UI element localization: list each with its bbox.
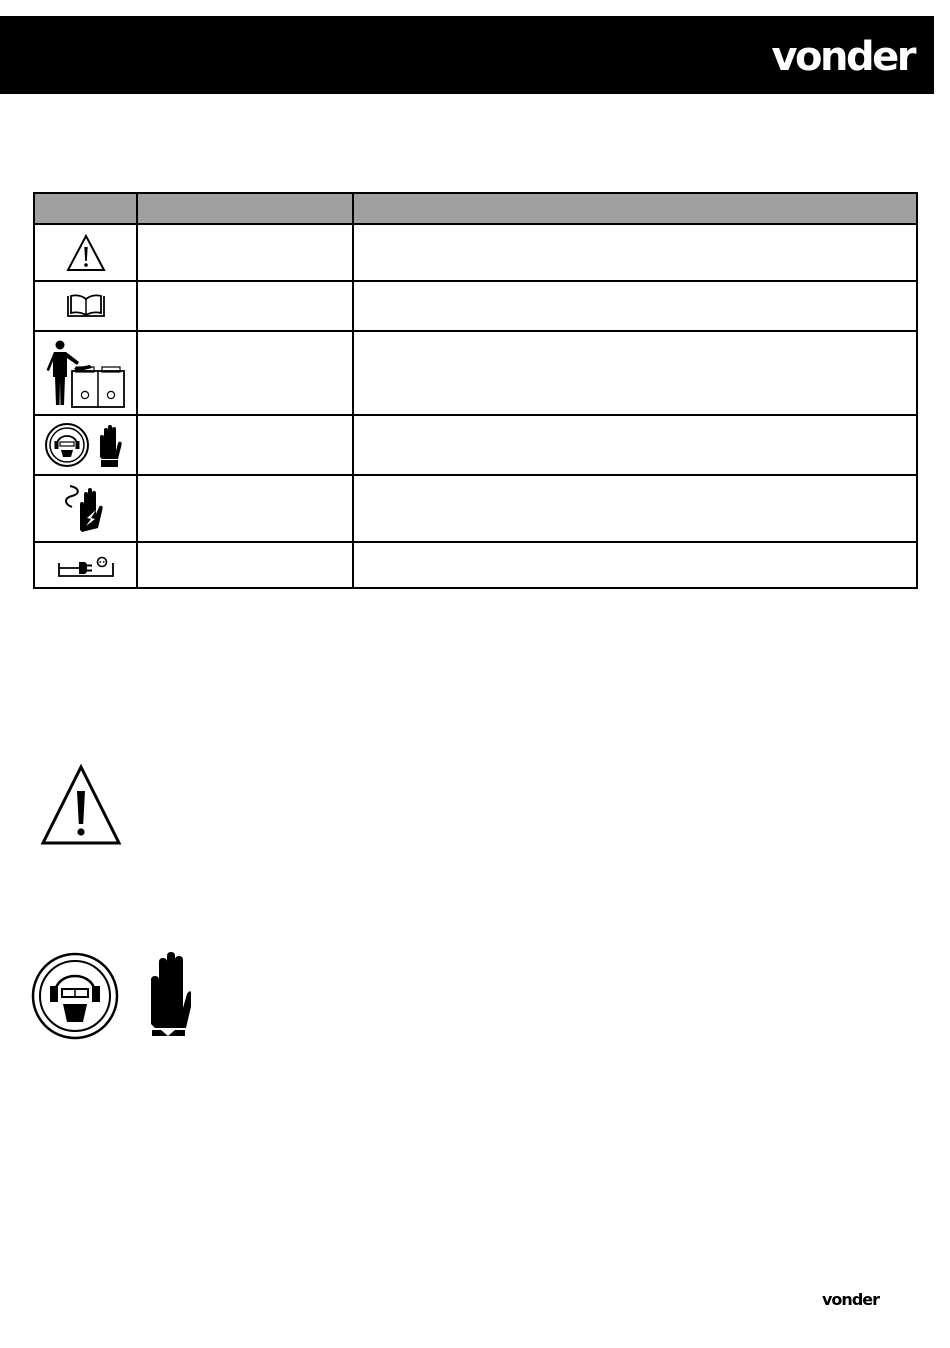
header-cell-name (137, 193, 353, 224)
symbol-description-cell (353, 224, 917, 281)
symbol-description-cell (353, 331, 917, 415)
unplug-power-icon (53, 550, 119, 580)
symbol-name-cell (137, 331, 353, 415)
recycling-disposal-icon (46, 337, 126, 409)
symbol-description-cell (353, 415, 917, 475)
ppe-mask-gloves-icon (31, 950, 191, 1040)
header-cell-description (353, 193, 917, 224)
warning-triangle-icon (66, 234, 106, 272)
table-row (34, 475, 917, 542)
symbol-description-cell (353, 281, 917, 331)
footer-brand-logo: vonder (822, 1290, 880, 1309)
table-row (34, 224, 917, 281)
electric-shock-hazard-icon (56, 480, 116, 538)
brand-logo: vonder (771, 34, 914, 80)
table-header-row (34, 193, 917, 224)
symbol-description-cell (353, 475, 917, 542)
symbol-name-cell (137, 542, 353, 588)
symbol-name-cell (137, 475, 353, 542)
warning-triangle-icon (40, 764, 122, 846)
ppe-mask-gloves-icon (43, 421, 129, 469)
header-cell-symbol (34, 193, 137, 224)
symbol-name-cell (137, 224, 353, 281)
symbol-name-cell (137, 415, 353, 475)
symbols-table (33, 192, 918, 589)
header-bar (0, 16, 934, 94)
table-row (34, 542, 917, 588)
symbol-description-cell (353, 542, 917, 588)
table-row (34, 415, 917, 475)
symbol-name-cell (137, 281, 353, 331)
table-row (34, 331, 917, 415)
instruction-manual-icon (65, 292, 107, 320)
table-row (34, 281, 917, 331)
